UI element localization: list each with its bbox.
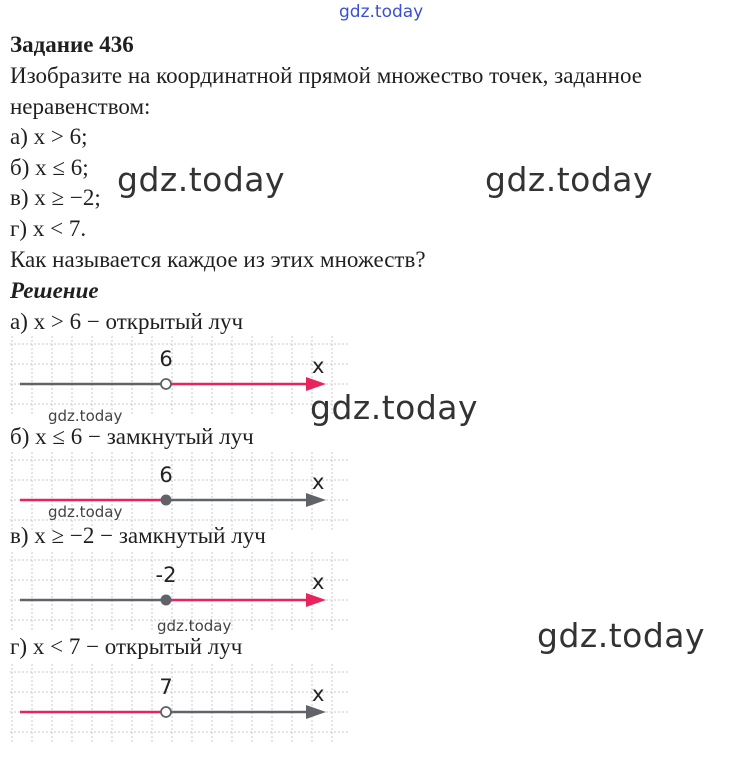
watermark-top: gdz.today	[339, 2, 424, 22]
task-text-line-2: неравенством:	[10, 94, 151, 119]
point-label: 6	[159, 463, 173, 487]
item-b: б) x ≤ 6;	[10, 155, 89, 180]
closed-point	[161, 595, 172, 606]
point-label: 7	[159, 675, 173, 699]
watermark: gdz.today	[537, 616, 706, 655]
task-title: Задание 436	[10, 32, 134, 57]
answer-a-text: а) x > 6 − открытый луч	[10, 309, 244, 334]
grid	[10, 664, 350, 744]
watermark: gdz.today	[117, 160, 286, 199]
axis-label: x	[312, 470, 325, 494]
answer-c-text: в) x ≥ −2 − замкнутый луч	[10, 523, 266, 548]
axis-label: x	[312, 570, 325, 594]
answer-d-text: г) x < 7 − открытый луч	[10, 634, 243, 659]
solution-heading: Решение	[10, 278, 99, 303]
number-line-svg	[10, 336, 350, 416]
watermark-small: gdz.today	[157, 617, 232, 635]
point-label: -2	[155, 563, 177, 587]
number-line-d	[10, 664, 350, 744]
question: Как называется каждое из этих множеств?	[10, 247, 426, 272]
axis-label: x	[312, 682, 325, 706]
item-a: а) x > 6;	[10, 124, 88, 149]
point-label: 6	[159, 347, 173, 371]
watermark-small: gdz.today	[48, 503, 123, 521]
item-d: г) x < 7.	[10, 216, 87, 241]
number-line-a	[10, 336, 350, 416]
arrow-head	[306, 493, 326, 507]
answer-b-text: б) x ≤ 6 − замкнутый луч	[10, 424, 254, 449]
number-line-svg	[10, 664, 350, 744]
arrow-head	[306, 593, 326, 607]
closed-point	[161, 495, 172, 506]
arrow-head	[306, 705, 326, 719]
item-c: в) x ≥ −2;	[10, 185, 101, 210]
watermark: gdz.today	[310, 388, 479, 427]
axis-label: x	[312, 354, 325, 378]
open-point	[161, 379, 171, 389]
watermark: gdz.today	[485, 160, 654, 199]
watermark-small: gdz.today	[48, 407, 123, 425]
open-point	[161, 707, 171, 717]
task-text-line-1: Изобразите на координатной прямой множество точек, заданное	[10, 63, 642, 88]
grid	[10, 336, 350, 416]
